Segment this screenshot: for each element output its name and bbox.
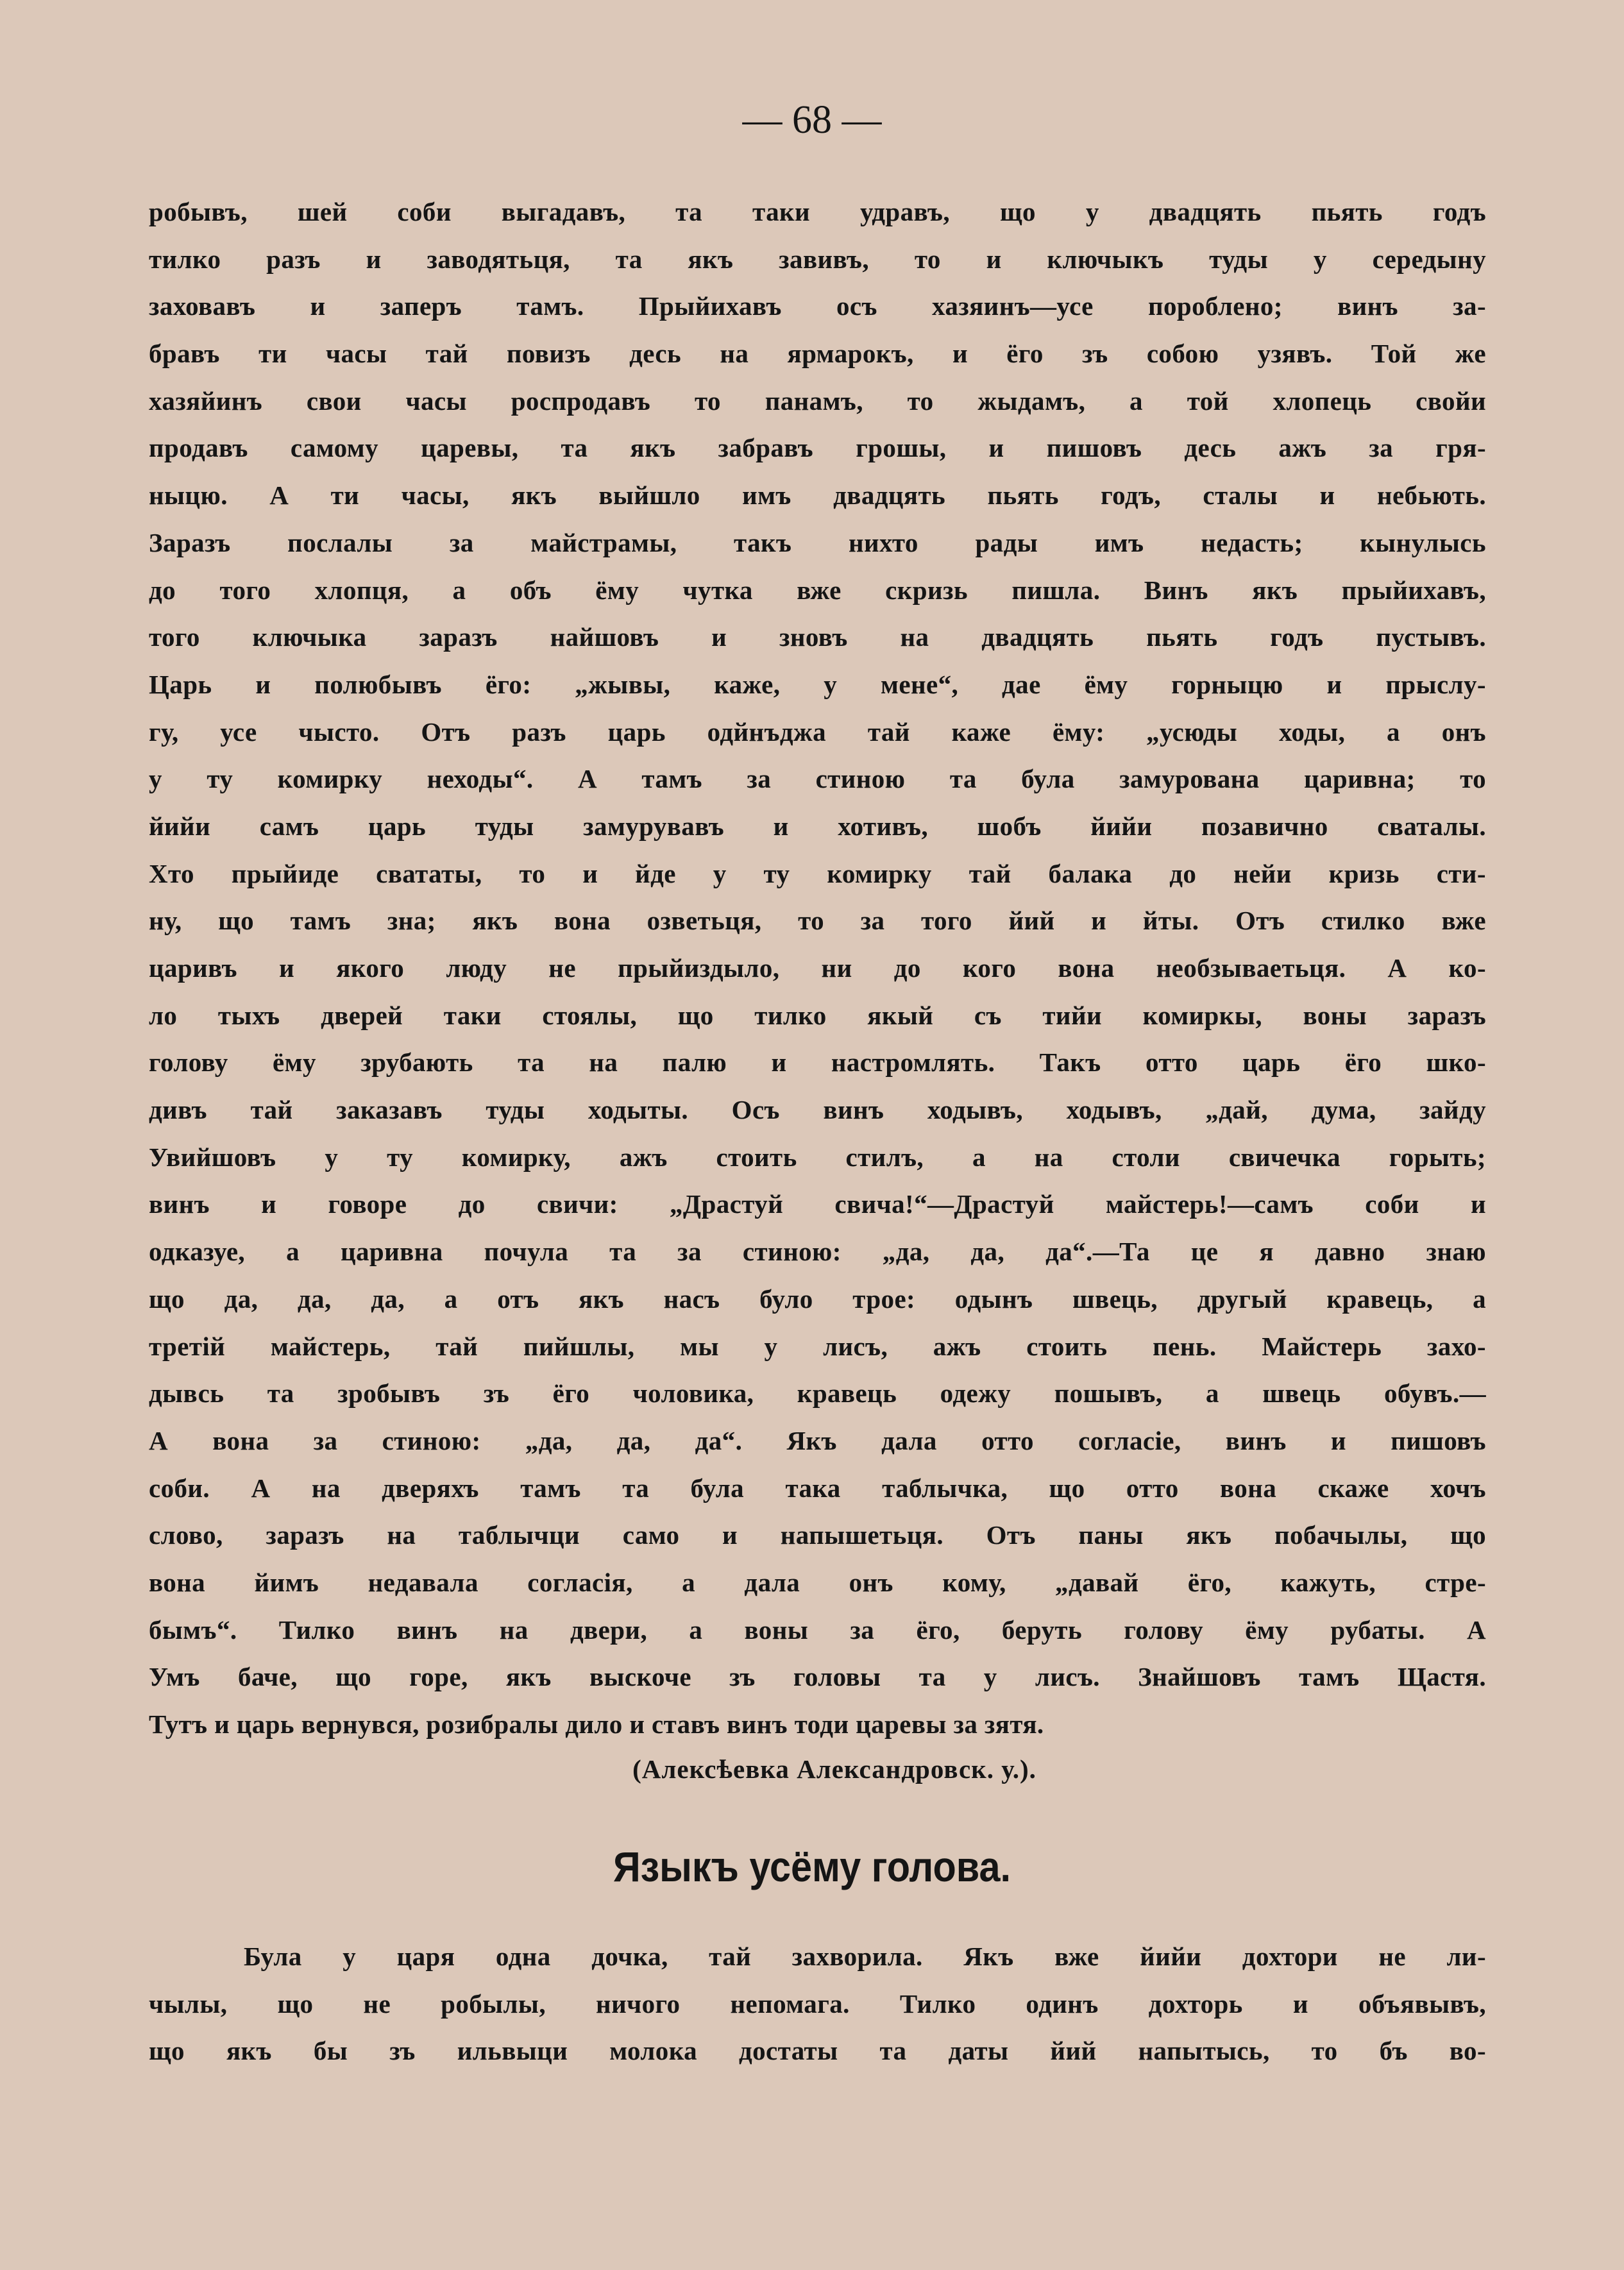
text-line: продавъ самому царевы, та якъ забравъ грошы, и пишовъ десь ажъ за гря- (149, 433, 1486, 463)
story-text (149, 189, 1486, 1749)
text-line: одказуе, а царивна почула та за стиною: „да, да, да“.—Та це я давно знаю (149, 1237, 1486, 1267)
text-line: бымъ“. Тилко винъ на двери, а воны за ёго, беруть голову ёму рубаты. А (149, 1614, 1486, 1645)
text-line: того ключыка заразъ найшовъ и зновъ на двадцять пьять годъ пустывъ. (149, 622, 1486, 652)
text-line: царивъ и якого люду не прыйиздыло, ни до кого вона необзываетьця. А ко- (149, 953, 1486, 983)
text-line: йийи самъ царь туды замурувавъ и хотивъ, шобъ йийи позавично сваталы. (149, 811, 1486, 841)
text-line: хазяйинъ свои часы роспродавъ то панамъ, то жыдамъ, а той хлопець свойи (149, 385, 1486, 416)
text-line: Заразъ послалы за майстрамы, такъ нихто рады имъ недасть; кынулысь (149, 527, 1486, 557)
text-line: соби. А на дверяхъ тамъ та була така таблычка, що отто вона скаже хочъ (149, 1473, 1486, 1503)
text-line: бравъ ти часы тай повизъ десь на ярмарокъ, и ёго зъ собою узявъ. Той же (149, 339, 1486, 369)
text-line: до того хлопця, а объ ёму чутка вже скризь пишла. Винъ якъ прыйихавъ, (149, 575, 1486, 605)
text-line: Хто прыйиде свататы, то и йде у ту комирку тай балака до нейи кризь сти- (149, 858, 1486, 888)
story-title: Языкъ усёму голова. (613, 1843, 1011, 1890)
text-line: Царь и полюбывъ ёго: „жывы, каже, у мене“, дае ёму горныцю и прыслу- (149, 669, 1486, 699)
text-line: вона йимъ недавала согласія, а дала онъ кому, „давай ёго, кажуть, стре- (149, 1567, 1486, 1597)
text-line: гу, усе чысто. Отъ разъ царь одйнъджа тай каже ёму: „усюды ходы, а онъ (149, 716, 1486, 747)
text-line: чылы, що не робылы, ничого непомага. Тилко одинъ дохторь и объявывъ, (149, 1988, 1486, 2019)
source-attribution: (Алексѣевка Александровск. у.). (632, 1754, 1036, 1784)
text-line: Умъ баче, що горе, якъ выскоче зъ головы та у лисъ. Знайшовъ тамъ Щастя. (149, 1662, 1486, 1692)
text-line: що да, да, да, а отъ якъ насъ було трое: одынъ швець, другый кравець, а (149, 1283, 1486, 1314)
text-line: голову ёму зрубають та на палю и настромлять. Такъ отто царь ёго шко- (149, 1047, 1486, 1078)
text-line: дивъ тай заказавъ туды ходыты. Осъ винъ ходывъ, ходывъ, „дай, дума, зайду (149, 1095, 1486, 1125)
text-line: ну, що тамъ зна; якъ вона озветьця, то за того йий и йты. Отъ стилко вже (149, 906, 1486, 936)
text-line: третій майстерь, тай пийшлы, мы у лисъ, ажъ стоить пень. Майстерь захо- (149, 1331, 1486, 1361)
story-text-2 (149, 1933, 1486, 2075)
text-line: заховавъ и заперъ тамъ. Прыйихавъ осъ хазяинъ—усе пороблено; винъ за- (149, 291, 1486, 321)
text-line: дывсь та зробывъ зъ ёго чоловика, кравець одежу пошывъ, а швець обувъ.— (149, 1378, 1486, 1409)
text-line: що якъ бы зъ ильвыци молока достаты та даты йий напытысь, то бъ во- (149, 2036, 1486, 2066)
text-line: ло тыхъ дверей таки стоялы, що тилко якый съ тийи комиркы, воны заразъ (149, 1000, 1486, 1030)
text-line: слово, заразъ на таблычци само и напышетьця. Отъ паны якъ побачылы, що (149, 1520, 1486, 1550)
text-line: Увийшовъ у ту комирку, ажъ стоить стилъ, а на столи свичечка горыть; (149, 1142, 1486, 1172)
text-line: Тутъ и царь вернувся, розибралы дило и ставъ винъ тоди царевы за зятя. (149, 1709, 1044, 1739)
text-line: у ту комирку неходы“. А тамъ за стиною та була замурована царивна; то (149, 764, 1486, 794)
text-line: А вона за стиною: „да, да, да“. Якъ дала отто согласіе, винъ и пишовъ (149, 1425, 1486, 1455)
text-line: винъ и говоре до свичи: „Драстуй свича!“—Драстуй майстерь!—самъ соби и (149, 1189, 1486, 1219)
text-line: робывъ, шей соби выгадавъ, та таки удравъ, що у двадцять пьять годъ (149, 197, 1486, 226)
text-line: Була у царя одна дочка, тай захворила. Якъ вже йийи дохтори не ли- (244, 1942, 1486, 1971)
text-line: ныцю. А ти часы, якъ выйшло имъ двадцять пьять годъ, сталы и небьють. (149, 480, 1486, 511)
page-number: — 68 — (742, 98, 882, 142)
text-line: тилко разъ и заводятьця, та якъ завивъ, то и ключыкъ туды у середыну (149, 244, 1486, 274)
